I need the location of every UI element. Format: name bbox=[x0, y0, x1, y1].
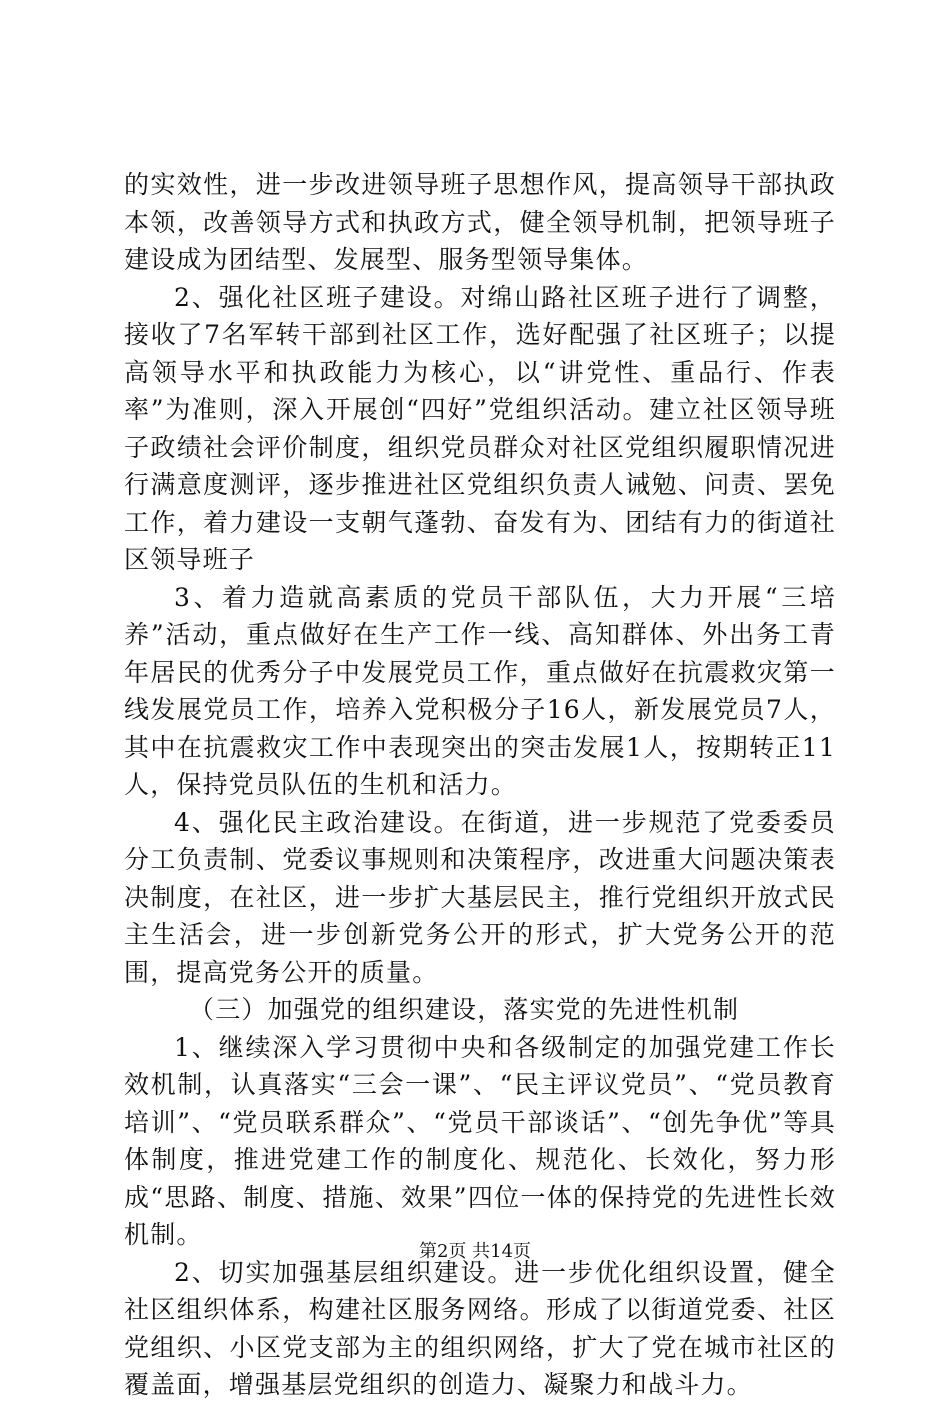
paragraph-democracy: 4、强化民主政治建设。在街道，进一步规范了党委委员分工负责制、党委议事规则和决策程序，改进重大问题决策表决制度，在社区，进一步扩大基层民主，推行党组织开放式民主生活会，进一步创新党务公开的形式，扩大党务公开的范围，提高党务公开的质量。 bbox=[124, 807, 836, 987]
page-footer bbox=[0, 1240, 950, 1264]
section-heading: （三）加强党的组织建设，落实党的先进性机制 bbox=[189, 995, 740, 1024]
document-body bbox=[124, 166, 836, 1404]
paragraph-cadre-team: 3、着力造就高素质的党员干部队伍，大力开展“三培养”活动，重点做好在生产工作一线、高知群体、外出务工青年居民的优秀分子中发展党员工作，重点做好在抗震救灾第一线发展党员工作，培养入党积极分子16人，新发展党员7人，其中在抗震救灾工作中表现突出的突击发展1人，按期转正11人，保持党员队伍的生机和活力。 bbox=[124, 582, 836, 799]
paragraph-long-term-mechanism: 1、继续深入学习贯彻中央和各级制定的加强党建工作长效机制，认真落实“三会一课”、“民主评议党员”、“党员教育培训”、“党员联系群众”、“党员干部谈话”、“创先争优”等具体制度，推进党建工作的制度化、规范化、长效化，努力形成“思路、制度、措施、效果”四位一体的保持党的先进性长效机制。 bbox=[124, 1032, 836, 1249]
paragraph-grassroots-organization: 2、切实加强基层组织建设。进一步优化组织设置，健全社区组织体系，构建社区服务网络。形成了以街道党委、社区党组织、小区党支部为主的组织网络，扩大了党在城市社区的覆盖面，增强基层党组织的创造力、凝聚力和战斗力。 bbox=[124, 1257, 836, 1399]
page-number-label: 第2页 共14页 bbox=[418, 1241, 532, 1262]
paragraph-continuation: 的实效性，进一步改进领导班子思想作风，提高领导干部执政本领，改善领导方式和执政方式，健全领导机制，把领导班子建设成为团结型、发展型、服务型领导集体。 bbox=[124, 170, 836, 274]
paragraph-community-team: 2、强化社区班子建设。对绵山路社区班子进行了调整，接收了7名军转干部到社区工作，选好配强了社区班子；以提高领导水平和执政能力为核心，以“讲党性、重品行、作表率”为准则，深入开展创“四好”党组织活动。建立社区领导班子政绩社会评价制度，组织党员群众对社区党组织履职情况进行满意度测评，逐步推进社区党组织负责人诫勉、问责、罢免工作，着力建设一支朝气蓬勃、奋发有为、团结有力的街道社区领导班子 bbox=[124, 282, 836, 574]
